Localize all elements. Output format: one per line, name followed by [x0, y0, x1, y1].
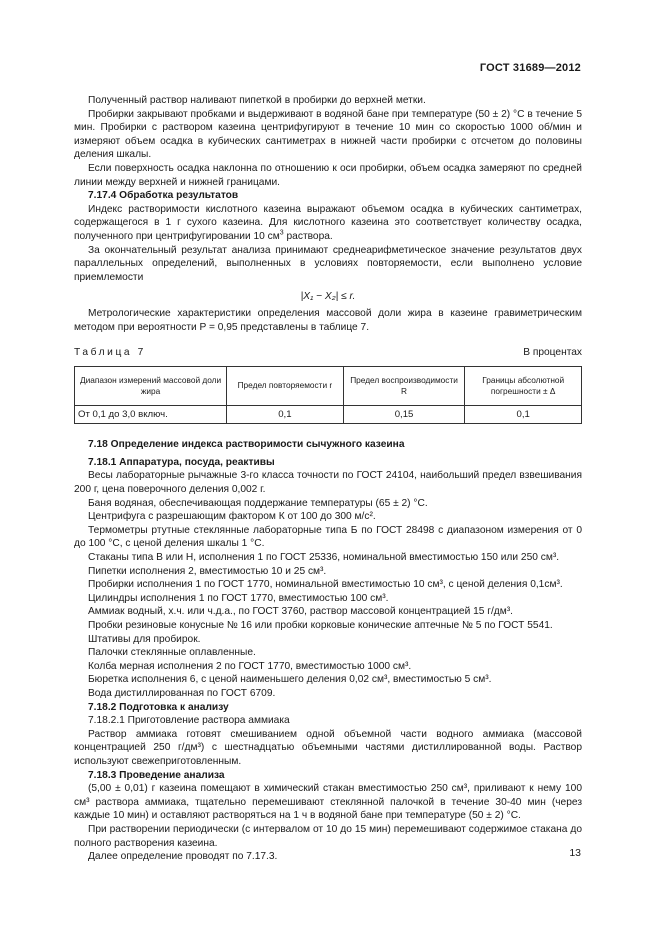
section-heading-7-18-1: 7.18.1 Аппаратура, посуда, реактивы — [88, 456, 275, 468]
section-heading-7-18-3: 7.18.3 Проведение анализа — [88, 769, 225, 781]
list-item: Баня водяная, обеспечивающая поддержание температуры (65 ± 2) °С. — [88, 497, 428, 509]
acceptance-formula: |X₁ − X₂| ≤ r. — [300, 291, 356, 303]
list-item: Палочки стеклянные оплавленные. — [88, 647, 256, 659]
list-item: Весы лабораторные рычажные 3-го класса точности по ГОСТ 24104, наибольший предел взвешивания 200 г, цена поверочного деления 0,002 г. — [74, 470, 582, 496]
paragraph: Полученный раствор наливают пипеткой в пробирки до верхней метки. — [88, 95, 426, 106]
list-item: Колба мерная исполнения 2 по ГОСТ 1770, вместимостью 1000 см³. — [88, 660, 412, 672]
table-cell: 0,15 — [343, 405, 465, 424]
paragraph — [74, 203, 582, 244]
paragraph: Если поверхность осадка наклонна по отношению к оси пробирки, объем осадка замеряют по средней линии между верхней и нижней границами. — [74, 162, 582, 188]
table-header-row — [75, 366, 582, 405]
paragraph: При растворении периодически (с интервалом от 10 до 15 мин) перемешивают содержимое стакана до полного растворения казеина. — [74, 823, 582, 849]
section-heading-7-18: 7.18 Определение индекса растворимости сычужного казеина — [88, 439, 405, 451]
table-header-cell: Диапазон измерений массовой доли жира — [75, 366, 227, 405]
paragraph: Пробирки закрывают пробками и выдерживают в водяной бане при температуре (50 ± 2) °С в течение 5 мин. Пробирки с раствором казеина центрифугируют в течение 10 мин со скоростью 1000 об/мин и измеряют объем осадка в кубических сантиметрах в нижней части пробирки с отсчетом до половины деления шкалы. — [74, 108, 582, 161]
table-cell: 0,1 — [465, 405, 582, 424]
paragraph: Метрологические характеристики определения массовой доли жира в казеине гравиметрическим методом при вероятности P = 0,95 представлены в таблице 7. — [74, 307, 582, 333]
list-item: Вода дистиллированная по ГОСТ 6709. — [88, 687, 276, 699]
superscript: 3 — [279, 229, 284, 237]
table-cell: От 0,1 до 3,0 включ. — [75, 405, 227, 424]
list-item: Термометры ртутные стеклянные лабораторные типа Б по ГОСТ 28498 с диапазоном измерения от 0 до 100 °С, с ценой деления шкалы 1 °С. — [74, 524, 582, 550]
section-heading-7-17-4: 7.17.4 Обработка результатов — [88, 190, 239, 202]
list-item: Пробирки исполнения 1 по ГОСТ 1770, номинальной вместимостью 10 см³, с ценой деления 0,1см³. — [88, 579, 563, 591]
list-item: Аммиак водный, х.ч. или ч.д.а., по ГОСТ 3760, раствор массовой концентрацией 15 г/дм³. — [88, 606, 513, 618]
list-item: Бюретка исполнения 6, с ценой наименьшего деления 0,02 см³, вместимостью 5 см³. — [88, 674, 492, 686]
section-heading-7-18-2: 7.18.2 Подготовка к анализу — [88, 701, 229, 713]
paragraph: Далее определение проводят по 7.17.3. — [88, 851, 278, 863]
table-cell: 0,1 — [227, 405, 344, 424]
list-item: Пипетки исполнения 2, вместимостью 10 и 25 см³. — [88, 565, 327, 577]
list-item: Стаканы типа В или Н, исполнения 1 по ГОСТ 25336, номинальной вместимостью 150 или 250 см³. — [88, 552, 560, 564]
paragraph: (5,00 ± 0,01) г казеина помещают в химический стакан вместимостью 250 см³, приливают к нему 100 см³ раствора аммиака, тщательно перемешивают стеклянной палочкой в течение 30-40 мин (через каждые 10 мин) и оставляют растворяться на 1 ч в водяной бане при температуре (50 ± 2) °С. — [74, 783, 582, 822]
table-caption-row — [74, 346, 582, 360]
list-item: Штативы для пробирок. — [88, 633, 201, 645]
subsection-title: 7.18.2.1 Приготовление раствора аммиака — [88, 715, 290, 727]
text-span: Индекс растворимости кислотного казеина выражают объемом осадка в кубических сантиметрах, содержащегося в 1 г сухого казеина. Для кислотного казеина это соответствует количеству осадка, полученного при центрифугировании 10 см — [74, 203, 582, 242]
page-content — [74, 94, 582, 864]
list-item: Центрифуга с разрешающим фактором К от 100 до 300 м/с². — [88, 511, 376, 523]
page-number: 13 — [569, 847, 581, 859]
table-header-cell: Предел повторяемости r — [227, 366, 344, 405]
table-7 — [74, 366, 582, 425]
list-item: Цилиндры исполнения 1 по ГОСТ 1770, вместимостью 100 см³. — [88, 592, 389, 604]
table-row — [75, 405, 582, 424]
table-caption: Таблица 7 — [74, 347, 146, 359]
table-header-cell: Границы абсолютной погрешности ± Δ — [465, 366, 582, 405]
paragraph: Раствор аммиака готовят смешиванием одной объемной части водного аммиака (массовой концентрацией 250 г/дм³) с шестнадцатью объемными частями дистиллированной воды. Раствор используют свежеприготовленным. — [74, 728, 582, 767]
table-header-cell: Предел воспроизводимости R — [343, 366, 465, 405]
table-units: В процентах — [523, 347, 582, 359]
paragraph: За окончательный результат анализа принимают среднеарифметическое значение результатов двух параллельных определений, выполненных в условиях повторяемости, если выполнено условие приемлемости — [74, 244, 582, 283]
text-span: раствора. — [283, 230, 333, 242]
list-item: Пробки резиновые конусные № 16 или пробки корковые конические аптечные № 5 по ГОСТ 5541. — [88, 620, 553, 631]
document-header: ГОСТ 31689—2012 — [479, 62, 581, 74]
